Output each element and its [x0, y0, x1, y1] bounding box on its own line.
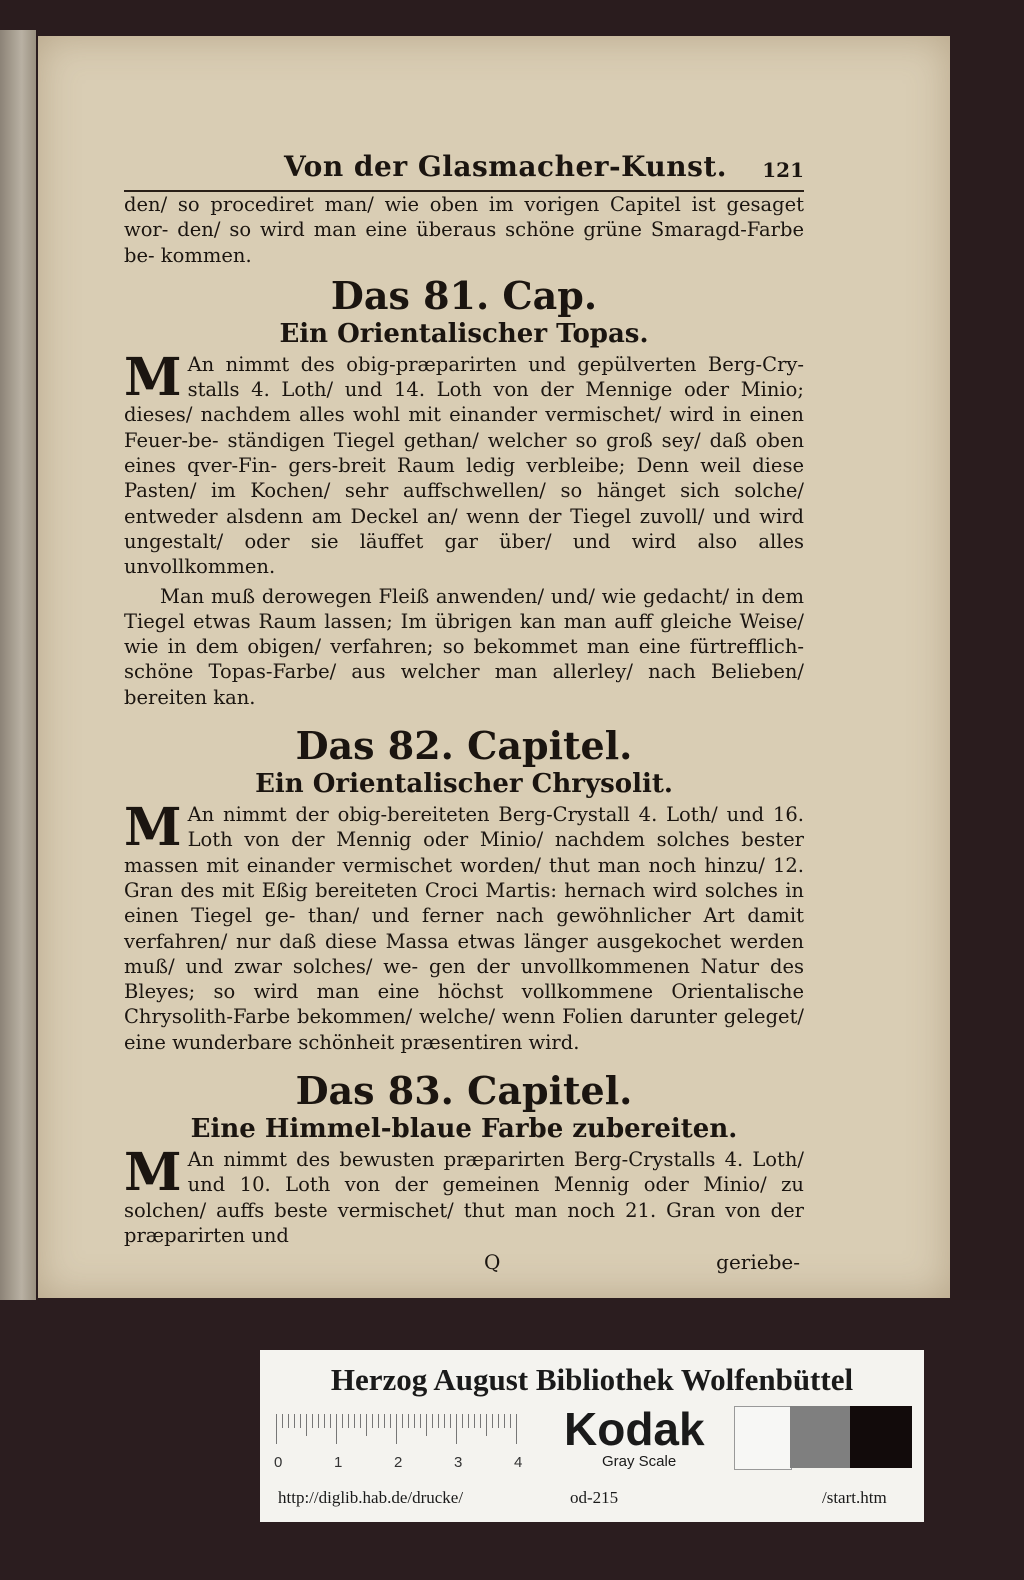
ruler-tick	[414, 1414, 415, 1428]
url-right: /start.htm	[822, 1488, 887, 1507]
chapter-paragraph	[124, 797, 804, 1055]
chapter-heading: Das 81. Cap.	[330, 272, 598, 318]
ruler-tick	[456, 1414, 457, 1444]
ruler-tick	[408, 1414, 409, 1428]
ruler-tick	[474, 1414, 475, 1428]
ruler-tick	[378, 1414, 379, 1428]
chapter-81	[124, 274, 804, 710]
ruler-tick	[396, 1414, 397, 1444]
ruler-tick	[462, 1414, 463, 1428]
ruler-tick	[360, 1414, 361, 1428]
paragraph-text: An nimmt des obig-præparirten und gepülverten Berg-Cry- stalls 4. Loth/ und 14. Loth von der Mennige oder Minio; dieses/ nachdem alles wohl mit einander vermischet/ wird in einen Feuer-be- ständigen Tiegel gethan/ welcher so groß sey/ daß oben eines qver-Fin- gers-breit Raum ledig verbleibe; Denn weil diese Pasten/ im Kochen/ sehr auffschwellen/ so hänget sich solche/ entweder alsdenn am Deckel an/ wenn der Tiegel zuvoll/ und wird ungestalt/ oder sie läuffet gar über/ und wird also alles unvollkommen.	[124, 352, 804, 579]
gray-patch-white	[734, 1406, 792, 1470]
ruler-tick	[480, 1414, 481, 1428]
ruler-tick	[390, 1414, 391, 1428]
ruler-tick	[312, 1414, 313, 1428]
kodak-logo: Kodak	[564, 1403, 705, 1455]
ruler-tick	[420, 1414, 421, 1428]
ruler-tick	[516, 1414, 517, 1444]
chapter-paragraph	[124, 346, 804, 580]
running-head	[124, 148, 804, 192]
ruler-tick	[318, 1414, 319, 1428]
chapter-82	[124, 724, 804, 1055]
ruler-tick	[336, 1414, 337, 1444]
chapter-heading: Das 83. Capitel.	[295, 1068, 633, 1114]
ruler-tick	[402, 1414, 403, 1428]
ruler-tick	[486, 1414, 487, 1436]
opening-paragraph: den/ so procediret man/ wie oben im vorigen Capitel ist gesaget wor- den/ so wird man eine überaus schöne grüne Smaragd-Farbe be- kommen.	[124, 193, 804, 267]
ruler-tick	[426, 1414, 427, 1436]
ruler-tick	[276, 1414, 277, 1444]
ruler-tick	[354, 1414, 355, 1428]
ruler-tick	[450, 1414, 451, 1428]
ruler-scale	[274, 1410, 540, 1471]
scale-number: 0	[274, 1454, 283, 1471]
ruler-tick	[366, 1414, 367, 1436]
ruler-tick	[432, 1414, 433, 1428]
chapter-subheading: Ein Orientalischer Chrysolit.	[255, 769, 673, 800]
chapter-subheading: Ein Orientalischer Topas.	[279, 318, 649, 349]
url-id: od-215	[570, 1488, 619, 1507]
chapter-paragraph	[124, 1142, 804, 1248]
drop-initial: M	[124, 346, 182, 408]
chapter-paragraph: Man muß derowegen Fleiß anwenden/ und/ wie gedacht/ in dem Tiegel etwas Raum lassen; Im übrigen kan man auff gleiche Weise/ wie in dem obigen/ verfahren; so bekommet man eine fürtrefflich-schöne Topas-Farbe/ aus welcher man allerley/ nach Belieben/ bereiten kan.	[124, 584, 804, 709]
ruler-tick	[294, 1414, 295, 1428]
ruler-tick	[324, 1414, 325, 1428]
ruler-tick	[288, 1414, 289, 1428]
running-title: Von der Glasmacher-Kunst.	[284, 150, 728, 183]
library-title: Herzog August Bibliothek Wolfenbüttel	[330, 1362, 854, 1397]
drop-initial: M	[124, 797, 182, 859]
ruler-tick	[468, 1414, 469, 1428]
scale-number: 2	[394, 1454, 403, 1471]
ruler-tick	[372, 1414, 373, 1428]
ruler-tick	[384, 1414, 385, 1428]
ruler-tick	[282, 1414, 283, 1428]
scale-number: 3	[454, 1454, 463, 1471]
text-block	[124, 148, 804, 1274]
ruler-tick	[306, 1414, 307, 1436]
chapter-subheading: Eine Himmel-blaue Farbe zubereiten.	[190, 1114, 738, 1145]
gray-patch-mid	[790, 1406, 850, 1468]
ruler-tick	[300, 1414, 301, 1428]
book-edge	[0, 30, 36, 1320]
chapter-83	[124, 1069, 804, 1248]
scale-number: 1	[334, 1454, 343, 1471]
ruler-tick	[342, 1414, 343, 1428]
book-page	[38, 36, 950, 1298]
drop-initial: M	[124, 1142, 182, 1204]
catchword: geriebe-	[716, 1250, 800, 1275]
ruler-tick	[492, 1414, 493, 1428]
ruler-tick	[438, 1414, 439, 1428]
ruler-tick	[444, 1414, 445, 1428]
page-number: 121	[762, 158, 804, 182]
color-target-card	[260, 1350, 924, 1522]
scale-number: 4	[514, 1454, 523, 1471]
ruler-tick	[348, 1414, 349, 1428]
ruler-tick	[504, 1414, 505, 1428]
gray-scale-label: Gray Scale	[602, 1453, 677, 1470]
paragraph-text: An nimmt der obig-bereiteten Berg-Crystall 4. Loth/ und 16. Loth von der Mennig oder Minio/ nachdem solches bester massen mit einander vermischet worden/ thut man noch hinzu/ 12. Gran des mit Eßig bereiteten Croci Martis: hernach wird solches in einen Tiegel ge- than/ und ferner nach gewöhnlicher Art damit verfahren/ nur daß diese Massa etwas länger ausgekochet werden muß/ und zwar solches/ we- gen der unvollkommenen Natur des Bleyes; so wird man eine höchst vollkommene Orientalische Chrysolith-Farbe bekommen/ welche/ wenn Folien darunter geleget/ eine wunderbare schönheit præsentiren wird.	[124, 803, 804, 1054]
page-footer	[124, 1250, 804, 1274]
ruler-tick	[330, 1414, 331, 1428]
signature-mark: Q	[484, 1250, 501, 1275]
paragraph-text: An nimmt des bewusten præparirten Berg-Crystalls 4. Loth/ und 10. Loth von der gemeinen Mennig oder Minio/ zu solchen/ auffs beste vermischet/ thut man noch 21. Gran von der præparirten und	[124, 1148, 804, 1247]
gray-patch-black	[850, 1406, 912, 1468]
chapter-heading: Das 82. Capitel.	[295, 723, 633, 769]
ruler-tick	[498, 1414, 499, 1428]
url-left: http://diglib.hab.de/drucke/	[278, 1488, 464, 1507]
ruler-tick	[510, 1414, 511, 1428]
